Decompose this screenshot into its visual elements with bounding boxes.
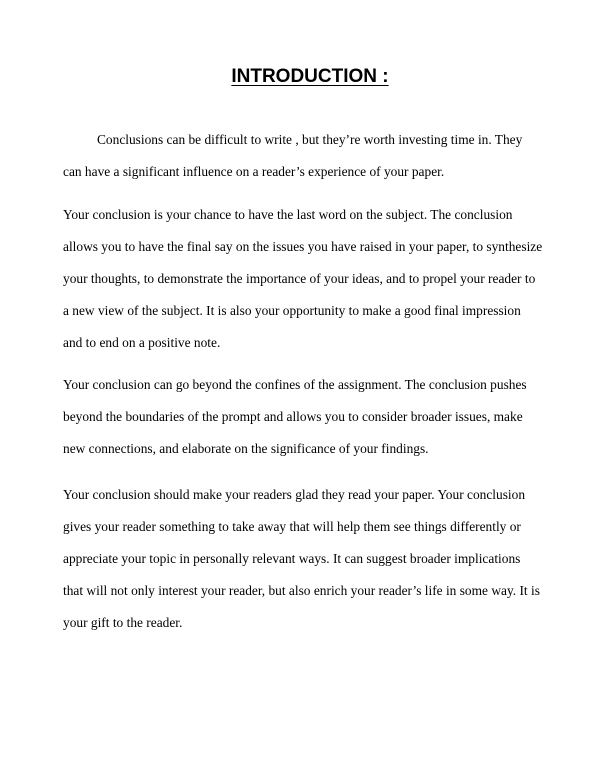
paragraph-line: can have a significant influence on a reader’s experience of your paper.	[63, 164, 445, 179]
paragraph-line: Your conclusion is your chance to have the last word on the subject. The conclusion	[63, 207, 513, 222]
paragraph-line: beyond the boundaries of the prompt and allows you to consider broader issues, make	[63, 409, 523, 424]
paragraph-2	[63, 199, 553, 359]
paragraph-line: new connections, and elaborate on the significance of your findings.	[63, 441, 429, 456]
paragraph-line: allows you to have the final say on the issues you have raised in your paper, to synthesize	[63, 239, 543, 254]
paragraph-line: your gift to the reader.	[63, 615, 183, 630]
paragraph-line: your thoughts, to demonstrate the importance of your ideas, and to propel your reader to	[63, 271, 536, 286]
paragraph-line: gives your reader something to take away that will help them see things differently or	[63, 519, 521, 534]
paragraph-line: and to end on a positive note.	[63, 335, 221, 350]
paragraph-3	[63, 369, 553, 465]
paragraph-line: appreciate your topic in personally relevant ways. It can suggest broader implications	[63, 551, 521, 566]
paragraph-line: Your conclusion can go beyond the confines of the assignment. The conclusion pushes	[63, 377, 527, 392]
paragraph-1	[63, 124, 553, 188]
paragraph-line: that will not only interest your reader, but also enrich your reader’s life in some way. It is	[63, 583, 540, 598]
page-title: INTRODUCTION :	[231, 66, 389, 87]
paragraph-line: Conclusions can be difficult to write , but they’re worth investing time in. They	[97, 132, 523, 147]
paragraph-line: a new view of the subject. It is also your opportunity to make a good final impression	[63, 303, 521, 318]
paragraph-4	[63, 479, 553, 639]
paragraph-line: Your conclusion should make your readers glad they read your paper. Your conclusion	[63, 487, 526, 502]
